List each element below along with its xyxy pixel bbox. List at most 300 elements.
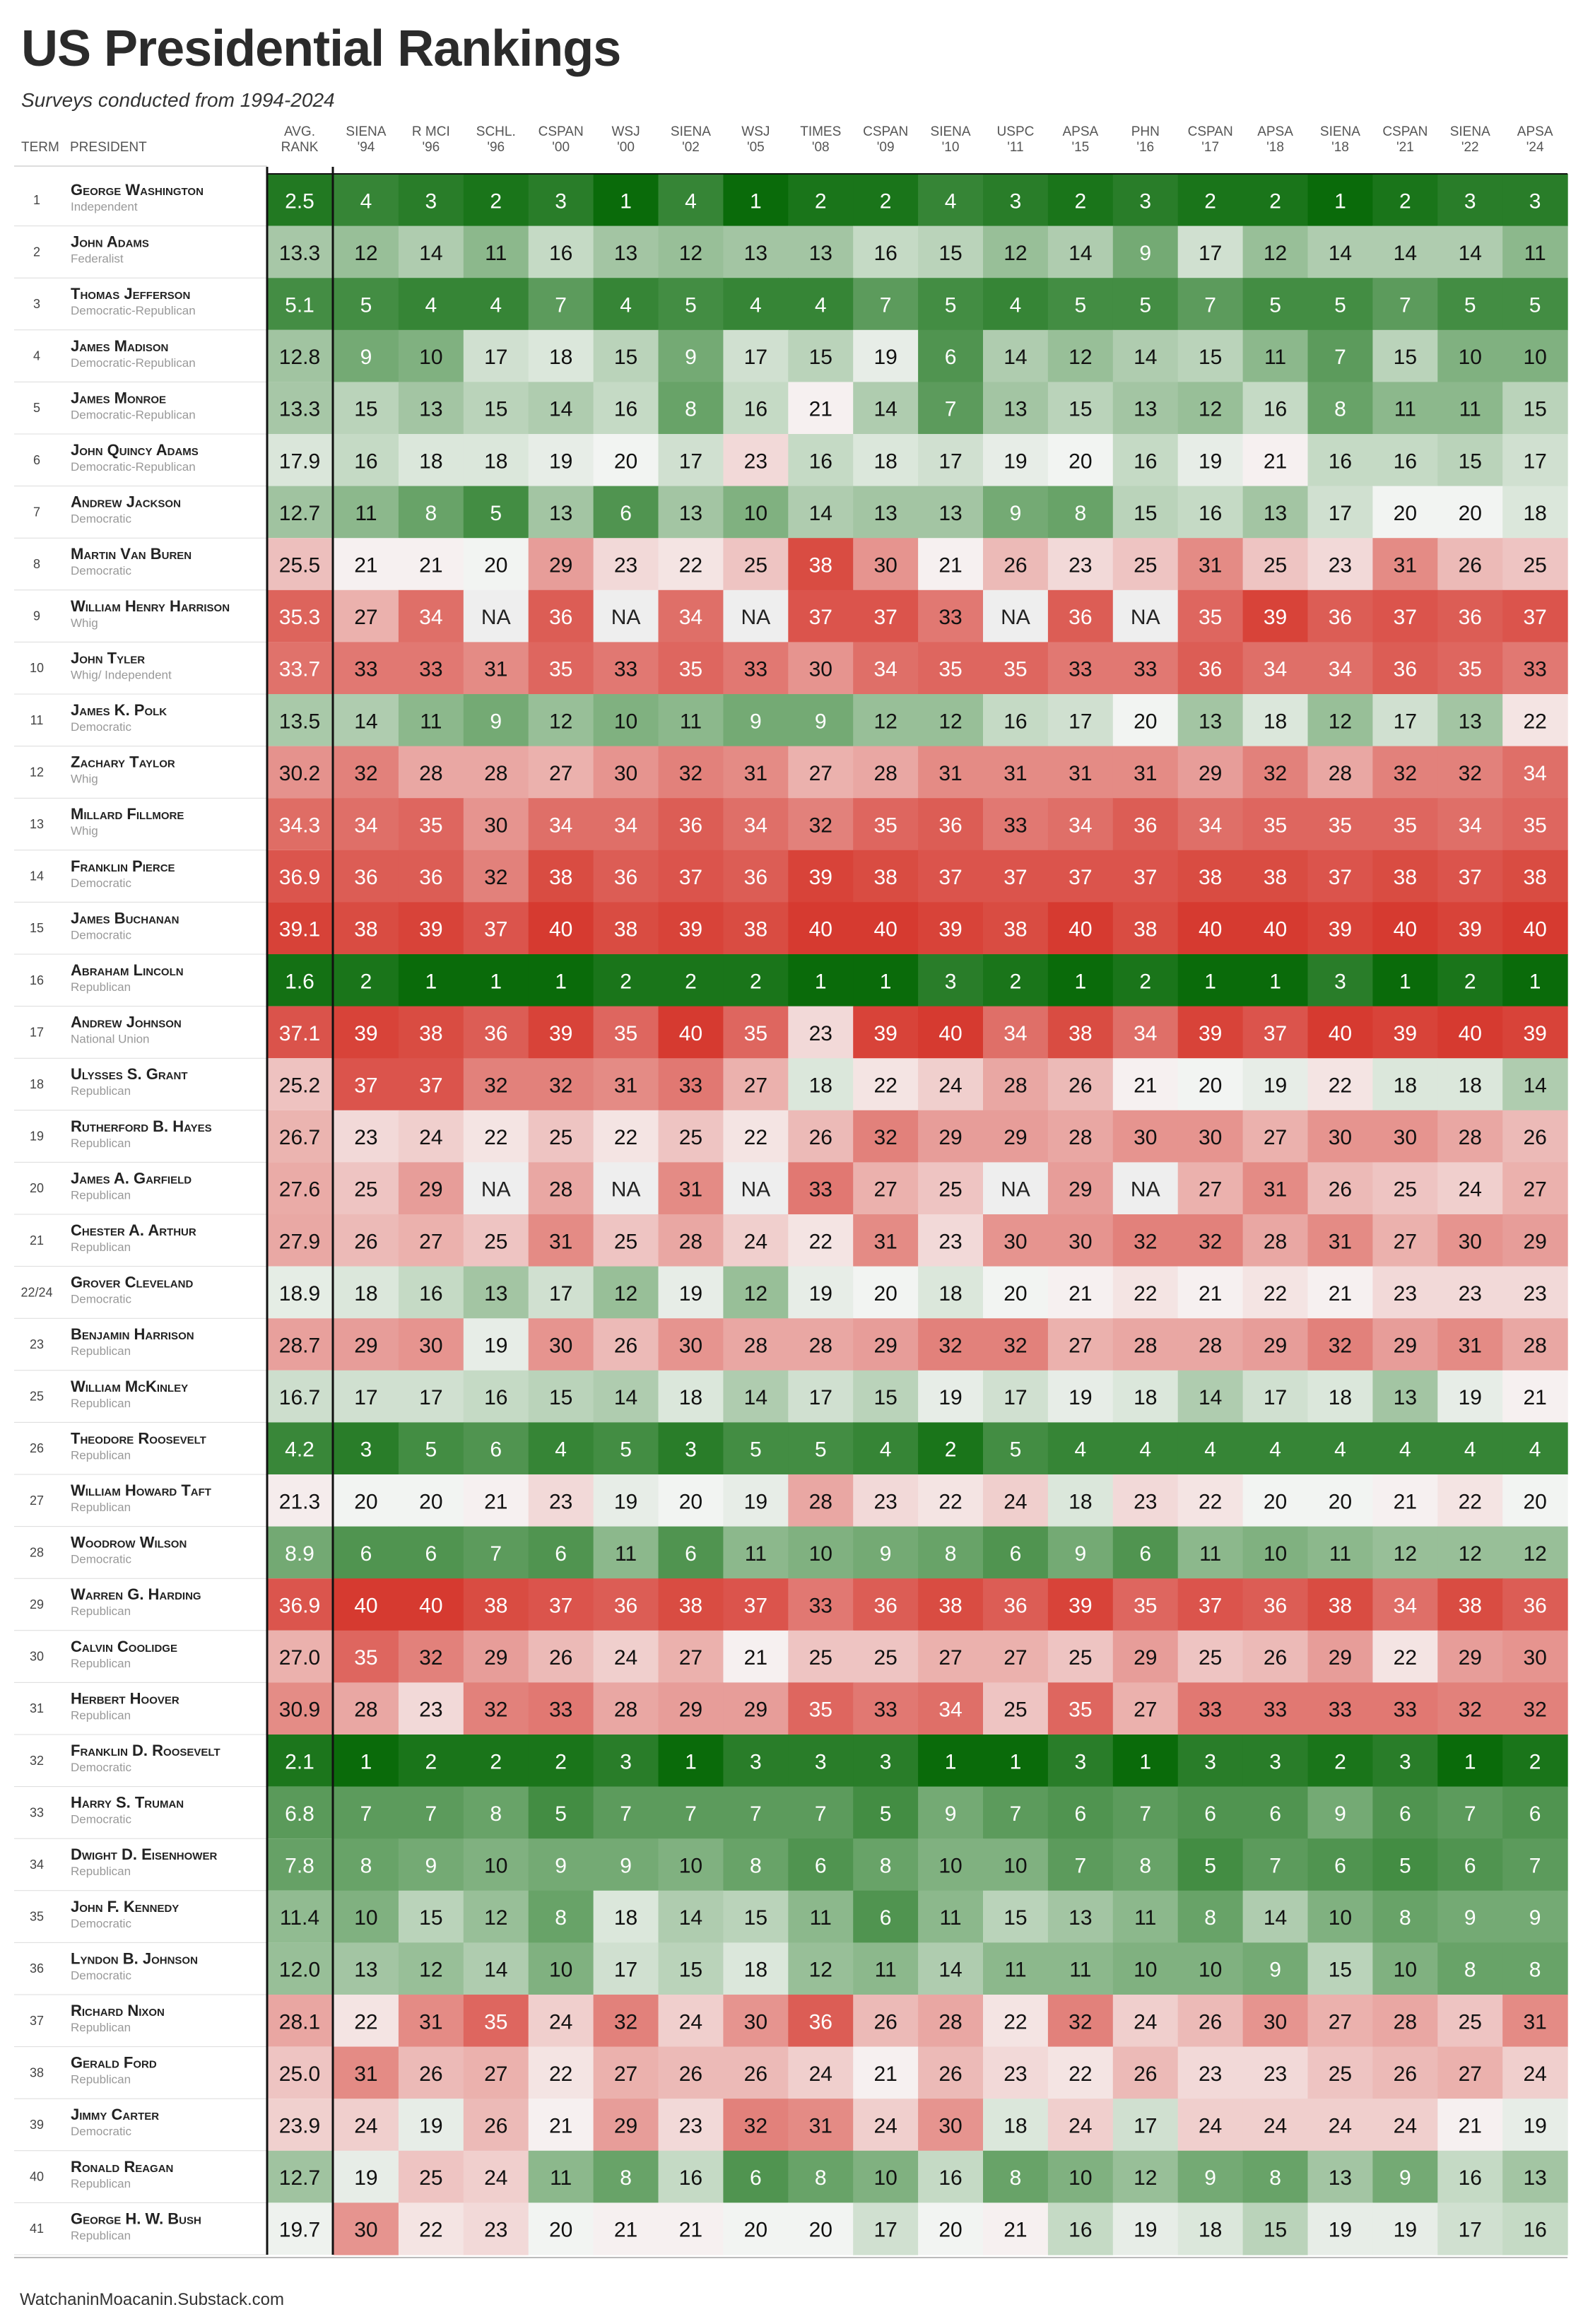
term-number: 3 xyxy=(33,297,41,311)
rank-value: 38 xyxy=(1263,866,1288,890)
avg-rank-value: 25.2 xyxy=(278,1074,321,1098)
rank-value: 30 xyxy=(1004,1230,1028,1254)
rank-value: 8 xyxy=(1074,501,1087,525)
rank-value: 23 xyxy=(1069,553,1093,577)
rank-value: 7 xyxy=(1399,293,1411,317)
avg-rank-value: 35.3 xyxy=(278,606,321,630)
rank-value: 3 xyxy=(944,970,957,994)
rank-value: 32 xyxy=(1134,1230,1158,1254)
president-party: Democratic xyxy=(71,1968,131,1983)
rank-value: 27 xyxy=(548,761,573,785)
rank-value: 22 xyxy=(938,1490,963,1514)
term-number: 9 xyxy=(33,609,41,623)
rank-value: 17 xyxy=(1458,2218,1482,2242)
president-name: John F. Kennedy xyxy=(71,1897,180,1915)
rank-value: 35 xyxy=(354,1646,378,1670)
rank-value: 27 xyxy=(613,2062,638,2086)
rank-value: 1 xyxy=(1009,1750,1022,1774)
rank-value: 13 xyxy=(1198,710,1223,734)
rank-value: 31 xyxy=(419,2010,443,2034)
rank-value: 33 xyxy=(1523,657,1547,681)
rank-value: 13 xyxy=(354,1958,378,1982)
rank-value: 16 xyxy=(1393,450,1418,474)
rank-value: 26 xyxy=(743,2062,768,2086)
rank-value: 13 xyxy=(1069,1906,1093,1930)
rank-value: 10 xyxy=(678,1854,703,1878)
term-number: 29 xyxy=(29,1597,45,1612)
rank-value: 28 xyxy=(743,1334,768,1358)
rank-value: 4 xyxy=(1529,1438,1541,1462)
rank-value: 23 xyxy=(419,1698,443,1722)
rank-value: 24 xyxy=(1069,2114,1093,2138)
rank-value: 31 xyxy=(1263,1178,1288,1202)
rank-value: 1 xyxy=(944,1750,957,1774)
rank-value: 1 xyxy=(425,970,437,994)
rank-value: 1 xyxy=(1399,970,1411,994)
rank-value: 15 xyxy=(678,1958,703,1982)
rank-value: 11 xyxy=(1459,397,1481,421)
rank-value: 18 xyxy=(808,1074,832,1098)
rank-value: 25 xyxy=(678,1126,703,1150)
rank-value: 14 xyxy=(1328,241,1353,265)
rank-value: 4 xyxy=(750,293,762,317)
rank-value: 16 xyxy=(938,2166,963,2190)
rank-value: 5 xyxy=(944,293,957,317)
rank-value: 38 xyxy=(873,866,898,890)
column-header: '22 xyxy=(1461,140,1479,155)
rank-value: 19 xyxy=(1198,450,1223,474)
rank-value: 17 xyxy=(1004,1386,1028,1410)
rank-value: 19 xyxy=(1393,2218,1418,2242)
rank-value: 26 xyxy=(419,2062,443,2086)
rank-value: 17 xyxy=(613,1958,638,1982)
rank-value: 18 xyxy=(1069,1490,1093,1514)
rank-value: 5 xyxy=(1464,293,1476,317)
rank-value: NA xyxy=(1130,1178,1160,1202)
rank-value: 28 xyxy=(1004,1074,1028,1098)
rank-value: 39 xyxy=(678,917,703,941)
president-party: Republican xyxy=(71,1708,131,1723)
rank-value: 12 xyxy=(1134,2166,1158,2190)
rank-value: 8 xyxy=(1464,1958,1476,1982)
term-number: 40 xyxy=(29,2169,45,2184)
column-header: '17 xyxy=(1201,140,1220,155)
rank-value: 4 xyxy=(620,293,632,317)
rank-value: 24 xyxy=(1004,1490,1028,1514)
rank-value: 7 xyxy=(1139,1802,1152,1826)
rank-value: 35 xyxy=(938,657,963,681)
rank-value: 4 xyxy=(814,293,827,317)
rank-value: 15 xyxy=(808,346,832,370)
rank-value: 28 xyxy=(938,2010,963,2034)
rank-value: 24 xyxy=(873,2114,898,2138)
rank-value: 32 xyxy=(1393,761,1418,785)
rank-value: 1 xyxy=(490,970,502,994)
rank-value: 2 xyxy=(750,970,762,994)
rank-value: NA xyxy=(741,606,771,630)
rank-value: 24 xyxy=(613,1646,638,1670)
column-header: '00 xyxy=(552,140,570,155)
avg-rank-value: 39.1 xyxy=(278,917,321,941)
rank-value: 29 xyxy=(1069,1178,1093,1202)
rank-value: 15 xyxy=(1004,1906,1028,1930)
rank-value: 1 xyxy=(1204,970,1216,994)
rank-value: 2 xyxy=(944,1438,957,1462)
rank-value: 21 xyxy=(354,553,378,577)
avg-rank-value: 13.3 xyxy=(278,397,321,421)
rank-value: 32 xyxy=(484,1698,508,1722)
president-party: Democratic-Republican xyxy=(71,408,196,422)
rank-value: 14 xyxy=(484,1958,508,1982)
rank-value: 24 xyxy=(1328,2114,1353,2138)
president-party: Republican xyxy=(71,2229,131,2243)
president-name: James Monroe xyxy=(71,389,167,407)
rank-value: 33 xyxy=(873,1698,898,1722)
rank-value: 17 xyxy=(1523,450,1547,474)
column-header: SIENA xyxy=(1319,124,1360,139)
rank-value: 36 xyxy=(1458,606,1482,630)
rank-value: 2 xyxy=(879,189,892,213)
president-name: James Buchanan xyxy=(71,909,180,927)
president-party: Republican xyxy=(71,1604,131,1619)
rank-value: 11 xyxy=(355,501,377,525)
rank-value: 16 xyxy=(1004,710,1028,734)
rank-value: 9 xyxy=(1139,241,1152,265)
rank-value: 34 xyxy=(1328,657,1353,681)
rank-value: 15 xyxy=(548,1386,573,1410)
rank-value: 40 xyxy=(419,1594,443,1618)
president-name: Franklin D. Roosevelt xyxy=(71,1742,220,1759)
rank-value: 11 xyxy=(420,710,442,734)
president-party: Republican xyxy=(71,1188,131,1202)
president-name: Dwight D. Eisenhower xyxy=(71,1845,218,1864)
header-president: PRESIDENT xyxy=(70,140,147,155)
column-header: TIMES xyxy=(800,124,842,139)
rank-value: 15 xyxy=(1263,2218,1288,2242)
rank-value: 8 xyxy=(555,1906,567,1930)
term-number: 35 xyxy=(29,1909,45,1924)
rank-value: 7 xyxy=(944,397,957,421)
president-party: Democratic-Republican xyxy=(71,356,196,370)
avg-rank-value: 4.2 xyxy=(285,1438,314,1462)
rank-value: 27 xyxy=(419,1230,443,1254)
rank-value: 37 xyxy=(548,1594,573,1618)
rank-value: 17 xyxy=(1069,710,1093,734)
rank-value: 28 xyxy=(1263,1230,1288,1254)
rank-value: 28 xyxy=(873,761,898,785)
rank-value: 13 xyxy=(1328,2166,1353,2190)
rank-value: 14 xyxy=(1198,1386,1223,1410)
rank-value: 34 xyxy=(938,1698,963,1722)
rank-value: 10 xyxy=(484,1854,508,1878)
rank-value: 31 xyxy=(678,1178,703,1202)
rank-value: 19 xyxy=(1069,1386,1093,1410)
rank-value: 7 xyxy=(1464,1802,1476,1826)
president-party: Whig xyxy=(71,824,98,838)
term-number: 21 xyxy=(29,1233,45,1248)
president-name: Lyndon B. Johnson xyxy=(71,1949,198,1968)
rank-value: 31 xyxy=(1198,553,1223,577)
rank-value: 37 xyxy=(938,866,963,890)
avg-rank-value: 16.7 xyxy=(278,1386,321,1410)
rank-value: 5 xyxy=(1139,293,1152,317)
rank-value: 29 xyxy=(1393,1334,1418,1358)
rank-value: 10 xyxy=(613,710,638,734)
rank-value: 31 xyxy=(743,761,768,785)
rank-value: 15 xyxy=(873,1386,898,1410)
rank-value: 27 xyxy=(1328,2010,1353,2034)
rank-value: 21 xyxy=(873,2062,898,2086)
rank-value: 13 xyxy=(1004,397,1028,421)
rank-value: 14 xyxy=(548,397,573,421)
rank-value: 1 xyxy=(555,970,567,994)
rank-value: 16 xyxy=(613,397,638,421)
rank-value: 4 xyxy=(490,293,502,317)
rank-value: 16 xyxy=(1328,450,1353,474)
rank-value: 30 xyxy=(1458,1230,1482,1254)
rank-value: 33 xyxy=(1328,1698,1353,1722)
rank-value: 15 xyxy=(354,397,378,421)
rank-value: 13 xyxy=(548,501,573,525)
avg-rank-value: 28.1 xyxy=(278,2010,321,2034)
footer-credit: WatchaninMoacanin.Substack.com xyxy=(20,2290,284,2309)
rank-value: 8 xyxy=(425,501,437,525)
rank-value: 37 xyxy=(743,1594,768,1618)
rank-value: 10 xyxy=(743,501,768,525)
rank-value: 32 xyxy=(1458,1698,1482,1722)
rank-value: 12 xyxy=(1004,241,1028,265)
rank-value: 22 xyxy=(873,1074,898,1098)
rank-value: 21 xyxy=(1198,1281,1223,1305)
rank-value: 35 xyxy=(1263,814,1288,838)
column-header: '96 xyxy=(487,140,505,155)
rank-value: 29 xyxy=(1134,1646,1158,1670)
avg-rank-value: 21.3 xyxy=(278,1490,321,1514)
rank-value: 5 xyxy=(1204,1854,1216,1878)
rank-value: 27 xyxy=(1134,1698,1158,1722)
rank-value: 5 xyxy=(814,1438,827,1462)
rank-value: 14 xyxy=(1263,1906,1288,1930)
rank-value: 23 xyxy=(1328,553,1353,577)
rank-value: 12 xyxy=(1263,241,1288,265)
rank-value: 24 xyxy=(938,1074,963,1098)
rank-value: 36 xyxy=(1523,1594,1547,1618)
rank-value: 27 xyxy=(808,761,832,785)
rank-value: 28 xyxy=(1134,1334,1158,1358)
president-name: Abraham Lincoln xyxy=(71,961,184,979)
rank-value: 10 xyxy=(1328,1906,1353,1930)
rank-value: 3 xyxy=(750,1750,762,1774)
rank-value: 30 xyxy=(678,1334,703,1358)
rank-value: 14 xyxy=(1004,346,1028,370)
rank-value: 36 xyxy=(419,866,443,890)
rank-value: 11 xyxy=(1394,397,1416,421)
rank-value: 38 xyxy=(1393,866,1418,890)
rank-value: 8 xyxy=(750,1854,762,1878)
rank-value: 5 xyxy=(360,293,372,317)
rank-value: 35 xyxy=(1458,657,1482,681)
rank-value: 39 xyxy=(1328,917,1353,941)
rank-value: 15 xyxy=(938,241,963,265)
rank-value: 6 xyxy=(1464,1854,1476,1878)
rank-value: 7 xyxy=(814,1802,827,1826)
president-name: Ulysses S. Grant xyxy=(71,1065,188,1084)
rank-value: 39 xyxy=(1263,606,1288,630)
rank-value: 3 xyxy=(1009,189,1022,213)
rank-value: 6 xyxy=(944,346,957,370)
rank-value: 2 xyxy=(620,970,632,994)
column-header: WSJ xyxy=(611,124,640,139)
rank-value: 20 xyxy=(613,450,638,474)
rank-value: 13 xyxy=(808,241,832,265)
rank-value: 33 xyxy=(419,657,443,681)
rank-value: 30 xyxy=(1263,2010,1288,2034)
rank-value: 4 xyxy=(425,293,437,317)
rank-value: 28 xyxy=(354,1698,378,1722)
rank-value: 20 xyxy=(938,2218,963,2242)
president-party: Democratic xyxy=(71,1812,131,1826)
rank-value: 35 xyxy=(1069,1698,1093,1722)
rank-value: 18 xyxy=(484,450,508,474)
rank-value: 24 xyxy=(1263,2114,1288,2138)
term-number: 26 xyxy=(29,1441,45,1456)
rank-value: 29 xyxy=(1328,1646,1353,1670)
rank-value: 24 xyxy=(1134,2010,1158,2034)
rank-value: 5 xyxy=(1334,293,1346,317)
term-number: 36 xyxy=(29,1961,45,1976)
rank-value: 1 xyxy=(620,189,632,213)
term-number: 1 xyxy=(33,192,41,207)
avg-rank-value: 7.8 xyxy=(285,1854,314,1878)
rank-value: 30 xyxy=(873,553,898,577)
rank-value: 31 xyxy=(873,1230,898,1254)
rank-value: 38 xyxy=(548,866,573,890)
rank-value: 40 xyxy=(1458,1021,1482,1045)
rank-value: 24 xyxy=(678,2010,703,2034)
rank-value: 40 xyxy=(548,917,573,941)
rank-value: 5 xyxy=(490,501,502,525)
rank-value: 38 xyxy=(1134,917,1158,941)
rank-value: 8 xyxy=(1269,2166,1281,2190)
president-party: Democratic xyxy=(71,1292,131,1306)
rank-value: 12 xyxy=(1328,710,1353,734)
rank-value: 9 xyxy=(1269,1958,1281,1982)
rank-value: 32 xyxy=(938,1334,963,1358)
rank-value: 27 xyxy=(873,1178,898,1202)
rank-value: 25 xyxy=(354,1178,378,1202)
avg-rank-value: 8.9 xyxy=(285,1542,314,1566)
header-avg-rank: RANK xyxy=(281,140,319,155)
rank-value: 11 xyxy=(1264,346,1287,370)
rank-value: 12 xyxy=(484,1906,508,1930)
column-header: '05 xyxy=(746,140,765,155)
rank-value: 36 xyxy=(613,1594,638,1618)
term-number: 41 xyxy=(29,2222,45,2236)
rank-value: 11 xyxy=(1004,1958,1027,1982)
rank-value: 5 xyxy=(750,1438,762,1462)
rank-value: 38 xyxy=(1523,866,1547,890)
rank-value: 2 xyxy=(360,970,372,994)
rank-value: 37 xyxy=(873,606,898,630)
rank-value: 5 xyxy=(1009,1438,1022,1462)
rank-value: 38 xyxy=(1004,917,1028,941)
rank-value: 3 xyxy=(1399,1750,1411,1774)
rank-value: 8 xyxy=(490,1802,502,1826)
rank-value: 26 xyxy=(1393,2062,1418,2086)
rank-value: 27 xyxy=(1393,1230,1418,1254)
rank-value: 32 xyxy=(354,761,378,785)
column-header: CSPAN xyxy=(1382,124,1428,139)
rank-value: 17 xyxy=(743,346,768,370)
rank-value: 24 xyxy=(1523,2062,1547,2086)
rank-value: 26 xyxy=(873,2010,898,2034)
rank-value: 31 xyxy=(613,1074,638,1098)
rank-value: 2 xyxy=(555,1750,567,1774)
rank-value: 23 xyxy=(354,1126,378,1150)
rank-value: 21 xyxy=(1523,1386,1547,1410)
rank-value: 37 xyxy=(1198,1594,1223,1618)
rank-value: 31 xyxy=(1523,2010,1547,2034)
rank-value: 31 xyxy=(808,2114,832,2138)
rank-value: 23 xyxy=(873,1490,898,1514)
rank-value: 26 xyxy=(1198,2010,1223,2034)
rank-value: 31 xyxy=(1328,1230,1353,1254)
rank-value: NA xyxy=(611,606,641,630)
rank-value: 38 xyxy=(419,1021,443,1045)
rank-value: 27 xyxy=(1069,1334,1093,1358)
column-header: '96 xyxy=(422,140,440,155)
rank-value: 20 xyxy=(678,1490,703,1514)
rank-value: 40 xyxy=(1393,917,1418,941)
rank-value: 37 xyxy=(1328,866,1353,890)
rank-value: 35 xyxy=(613,1021,638,1045)
rank-value: 16 xyxy=(678,2166,703,2190)
rank-value: 34 xyxy=(1263,657,1288,681)
rank-value: 40 xyxy=(873,917,898,941)
president-name: Woodrow Wilson xyxy=(71,1533,187,1551)
rank-value: 3 xyxy=(1529,189,1541,213)
rank-value: 13 xyxy=(1134,397,1158,421)
rank-value: 4 xyxy=(1269,1438,1281,1462)
rank-value: 23 xyxy=(1004,2062,1028,2086)
rank-value: 31 xyxy=(1004,761,1028,785)
rank-value: 10 xyxy=(808,1542,832,1566)
term-number: 33 xyxy=(29,1805,45,1820)
president-party: Democratic xyxy=(71,564,131,578)
rank-value: 34 xyxy=(678,606,703,630)
column-header: R MCI xyxy=(411,124,450,139)
rank-value: 12 xyxy=(743,1281,768,1305)
rank-value: 7 xyxy=(490,1542,502,1566)
rank-value: 33 xyxy=(1004,814,1028,838)
president-party: Republican xyxy=(71,1344,131,1358)
rank-value: 11 xyxy=(550,2166,572,2190)
rank-value: 30 xyxy=(1393,1126,1418,1150)
rank-value: 26 xyxy=(808,1126,832,1150)
term-number: 10 xyxy=(29,661,45,676)
rank-value: 27 xyxy=(1004,1646,1028,1670)
rank-value: 22 xyxy=(743,1126,768,1150)
column-header: SIENA xyxy=(346,124,387,139)
rank-value: 37 xyxy=(808,606,832,630)
rank-value: 22 xyxy=(1523,710,1547,734)
rank-value: 23 xyxy=(938,1230,963,1254)
rank-value: 13 xyxy=(1458,710,1482,734)
rank-value: 39 xyxy=(1069,1594,1093,1618)
rank-value: 26 xyxy=(1134,2062,1158,2086)
rank-value: 2 xyxy=(1399,189,1411,213)
rank-value: 10 xyxy=(1134,1958,1158,1982)
